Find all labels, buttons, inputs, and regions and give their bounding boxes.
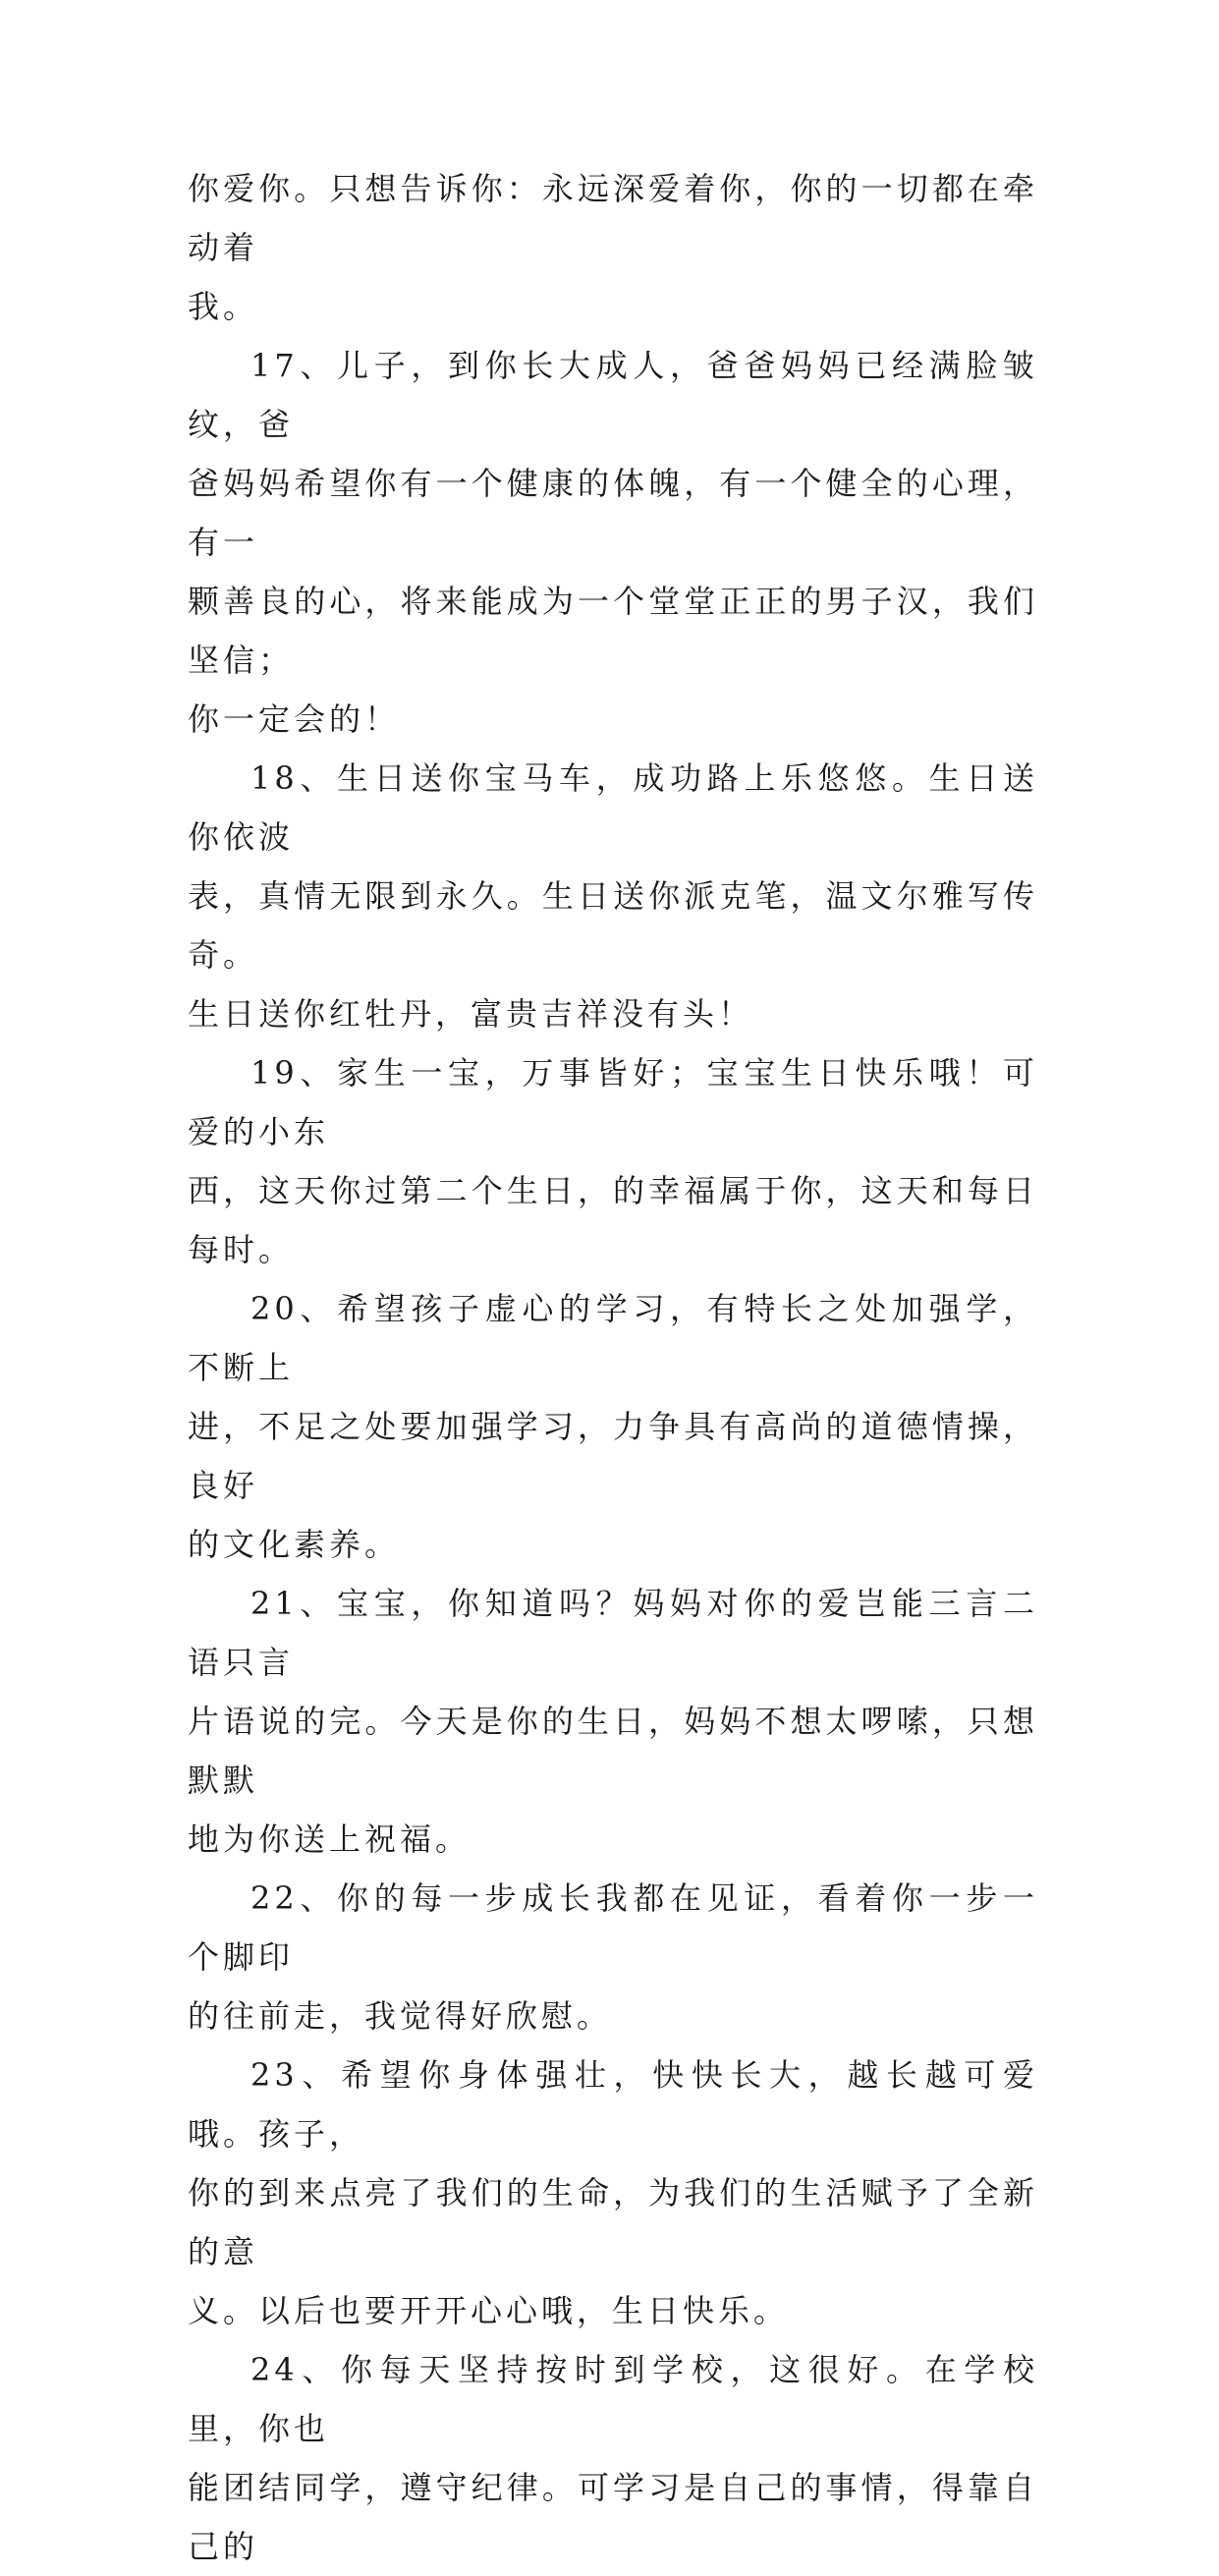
document-body xyxy=(188,159,1038,2576)
paragraph-22: 22、你的每一步成长我都在见证，看着你一步一个脚印 的往前走，我觉得好欣慰。 xyxy=(188,1879,1038,2035)
paragraph-21: 21、宝宝，你知道吗？妈妈对你的爱岂能三言二语只言 片语说的完。今天是你的生日，妈妈不想太啰嗦，只想默默 地为你送上祝福。 xyxy=(188,1585,1038,1858)
paragraph-19: 19、家生一宝，万事皆好；宝宝生日快乐哦！可爱的小东 西，这天你过第二个生日，的幸福属于你，这天和每日每时。 xyxy=(188,1054,1038,1268)
paragraph-18: 18、生日送你宝马车，成功路上乐悠悠。生日送你依波 表，真情无限到永久。生日送你派克笔，温文尔雅写传奇。 生日送你红牡丹，富贵吉祥没有头！ xyxy=(188,759,1038,1033)
paragraph-17: 17、儿子，到你长大成人，爸爸妈妈已经满脸皱纹，爸 爸妈妈希望你有一个健康的体魄，有一个健全的心理，有一 颗善良的心，将来能成为一个堂堂正正的男子汉，我们坚信； 你一定会的！ xyxy=(188,347,1038,738)
paragraph-23: 23、希望你身体强壮，快快长大，越长越可爱哦。孩子， 你的到来点亮了我们的生命，为我们的生活赋予了全新的意 义。以后也要开开心心哦，生日快乐。 xyxy=(188,2056,1038,2329)
paragraph-24: 24、你每天坚持按时到学校，这很好。在学校里，你也 能团结同学，遵守纪律。可学习是自己的事情，得靠自己的 xyxy=(188,2351,1038,2565)
paragraph-20: 20、希望孩子虚心的学习，有特长之处加强学，不断上 进，不足之处要加强学习，力争具有高尚的道德情操，良好 的文化素养。 xyxy=(188,1290,1038,1563)
paragraph-1: 你爱你。只想告诉你：永远深爱着你，你的一切都在牵动着 我。 xyxy=(188,170,1038,325)
